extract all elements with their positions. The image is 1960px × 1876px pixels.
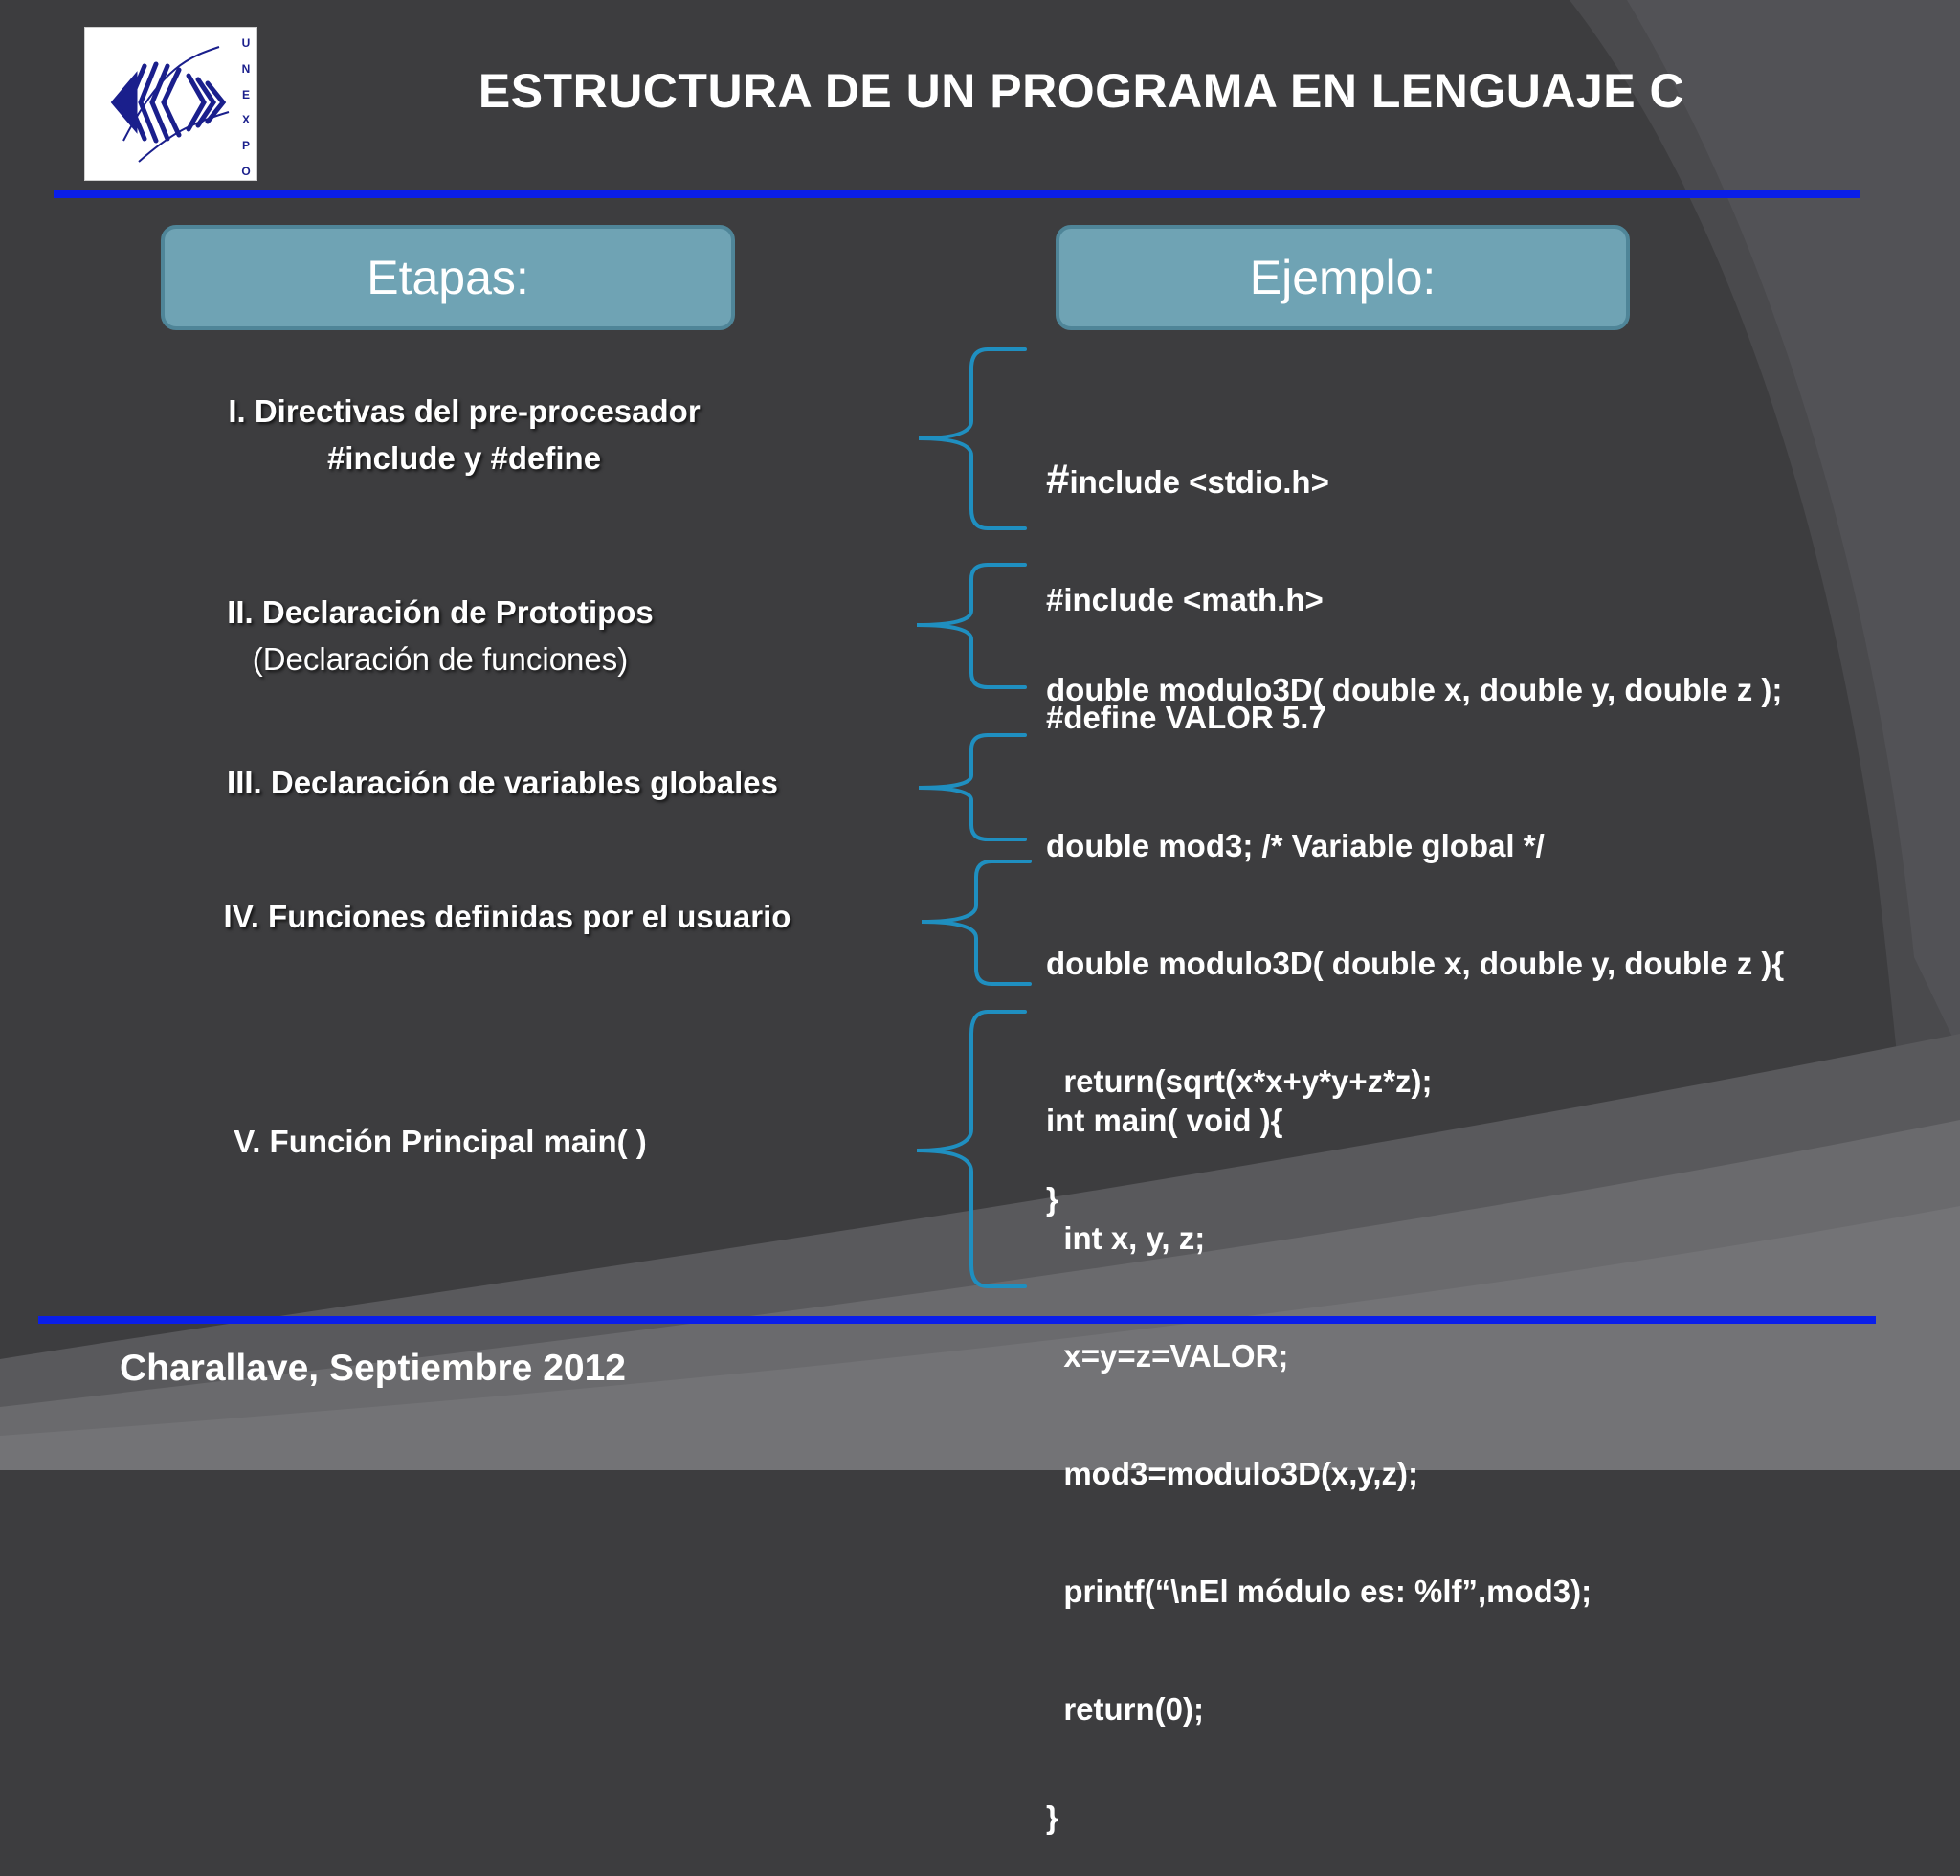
example-5-line: return(0); [1046,1691,1204,1727]
brace-icon [922,861,1030,984]
stage-5-title: V. Función Principal main( ) [234,1124,647,1159]
example-5-line: mod3=modulo3D(x,y,z); [1046,1456,1419,1491]
example-4-line: return(sqrt(x*x+y*y+z*z); [1046,1063,1433,1099]
hash-symbol: # [1046,456,1070,502]
example-4-line: } [1046,1181,1058,1217]
example-1-line-rest: include <stdio.h> [1069,464,1329,500]
logo-letter: U [241,36,251,50]
example-5-line: x=y=z=VALOR; [1046,1338,1289,1374]
example-5-line: int x, y, z; [1046,1220,1206,1256]
slide-title: ESTRUCTURA DE UN PROGRAMA EN LENGUAJE C [478,64,1685,118]
stage-2-subtitle: (Declaración de funciones) [252,641,629,677]
stage-3-title: III. Declaración de variables globales [227,765,778,800]
logo-letter: P [241,139,250,153]
example-5-line: printf(“\nEl módulo es: %lf”,mod3); [1046,1574,1592,1609]
example-5-line: int main( void ){ [1046,1103,1283,1138]
brace-icon [917,565,1025,687]
stage-2-title: II. Declaración de Prototipos [227,594,654,630]
stage-4-title: IV. Funciones definidas por el usuario [223,899,791,934]
example-1-line: #define VALOR 5.7 [1046,700,1326,735]
brace-icon [917,1012,1025,1286]
example-2 [1046,592,1782,748]
etapas-header-label: Etapas: [367,251,529,304]
example-4-line: double modulo3D( double x, double y, double z ){ [1046,946,1785,981]
logo-letter: N [241,61,251,76]
logo-letter: O [241,164,251,178]
example-1-line [1046,456,1329,502]
footer-location-date: Charallave, Septiembre 2012 [120,1348,626,1389]
example-2-line: double modulo3D( double x, double y, double z ); [1046,672,1783,707]
stage-1-title: I. Directivas del pre-procesador [228,393,701,429]
example-3-line: double mod3; /* Variable global */ [1046,828,1545,863]
example-5-line: } [1046,1799,1058,1835]
logo-letter: X [241,113,250,127]
logo-letter: E [241,87,250,101]
example-5 [1046,1022,1592,1876]
example-1-line: #include <math.h> [1046,582,1324,617]
brace-icon [919,735,1025,839]
ejemplo-header-label: Ejemplo: [1249,251,1437,304]
stage-1-subtitle: #include y #define [326,440,602,476]
brace-icon [919,349,1025,528]
